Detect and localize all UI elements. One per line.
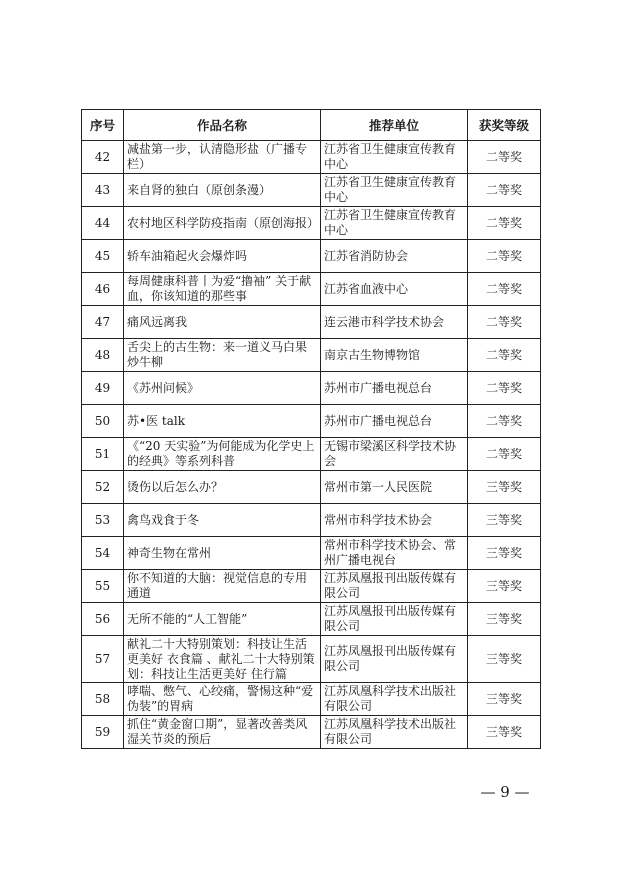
cell-title: 减盐第一步，认清隐形盐（广播专栏） bbox=[124, 141, 321, 174]
cell-title: 烫伤以后怎么办？ bbox=[124, 471, 321, 504]
cell-award: 二等奖 bbox=[468, 339, 541, 372]
cell-no: 44 bbox=[82, 207, 124, 240]
table-row bbox=[82, 306, 541, 339]
cell-no: 46 bbox=[82, 273, 124, 306]
cell-award: 二等奖 bbox=[468, 207, 541, 240]
cell-unit: 苏州市广播电视总台 bbox=[321, 405, 468, 438]
cell-unit: 江苏凤凰科学技术出版社有限公司 bbox=[321, 683, 468, 716]
cell-unit: 江苏省卫生健康宣传教育中心 bbox=[321, 141, 468, 174]
awards-table bbox=[81, 109, 541, 749]
page-number: — 9 — bbox=[480, 783, 530, 801]
table-header-row bbox=[82, 110, 541, 141]
cell-title: 痛风远离我 bbox=[124, 306, 321, 339]
cell-title: 来自肾的独白（原创条漫） bbox=[124, 174, 321, 207]
cell-award: 二等奖 bbox=[468, 438, 541, 471]
cell-title: 《苏州问候》 bbox=[124, 372, 321, 405]
cell-unit: 苏州市广播电视总台 bbox=[321, 372, 468, 405]
cell-title: 农村地区科学防疫指南（原创海报） bbox=[124, 207, 321, 240]
table-row bbox=[82, 683, 541, 716]
table-row bbox=[82, 636, 541, 683]
cell-unit: 江苏省卫生健康宣传教育中心 bbox=[321, 207, 468, 240]
table-row bbox=[82, 504, 541, 537]
cell-no: 54 bbox=[82, 537, 124, 570]
cell-no: 58 bbox=[82, 683, 124, 716]
cell-unit: 江苏凤凰报刊出版传媒有限公司 bbox=[321, 570, 468, 603]
table-row bbox=[82, 570, 541, 603]
table-row bbox=[82, 537, 541, 570]
cell-title: 舌尖上的古生物：来一道义马白果炒牛柳 bbox=[124, 339, 321, 372]
cell-award: 二等奖 bbox=[468, 174, 541, 207]
table-row bbox=[82, 603, 541, 636]
cell-award: 三等奖 bbox=[468, 471, 541, 504]
cell-title: 无所不能的“人工智能” bbox=[124, 603, 321, 636]
cell-award: 三等奖 bbox=[468, 683, 541, 716]
cell-no: 57 bbox=[82, 636, 124, 683]
table-row bbox=[82, 273, 541, 306]
table-row bbox=[82, 471, 541, 504]
cell-award: 三等奖 bbox=[468, 603, 541, 636]
header-unit: 推荐单位 bbox=[321, 110, 468, 141]
cell-award: 二等奖 bbox=[468, 240, 541, 273]
table-row bbox=[82, 438, 541, 471]
cell-no: 47 bbox=[82, 306, 124, 339]
cell-no: 59 bbox=[82, 716, 124, 749]
cell-award: 二等奖 bbox=[468, 306, 541, 339]
cell-no: 48 bbox=[82, 339, 124, 372]
cell-title: 轿车油箱起火会爆炸吗 bbox=[124, 240, 321, 273]
cell-title: 《“20 天实验”为何能成为化学史上的经典》等系列科普 bbox=[124, 438, 321, 471]
header-award: 获奖等级 bbox=[468, 110, 541, 141]
cell-unit: 南京古生物博物馆 bbox=[321, 339, 468, 372]
cell-title: 哮喘、憋气、心绞痛，警惕这种“爱伪装”的胃病 bbox=[124, 683, 321, 716]
cell-unit: 江苏省消防协会 bbox=[321, 240, 468, 273]
cell-unit: 江苏凤凰报刊出版传媒有限公司 bbox=[321, 636, 468, 683]
cell-title: 献礼二十大特别策划：科技让生活更美好 衣食篇 、献礼二十大特别策划：科技让生活更美好 住行篇 bbox=[124, 636, 321, 683]
cell-no: 50 bbox=[82, 405, 124, 438]
cell-title: 每周健康科普丨为爱“撸袖” 关于献血，你该知道的那些事 bbox=[124, 273, 321, 306]
cell-title: 苏•医 talk bbox=[124, 405, 321, 438]
cell-unit: 连云港市科学技术协会 bbox=[321, 306, 468, 339]
cell-unit: 无锡市梁溪区科学技术协会 bbox=[321, 438, 468, 471]
cell-award: 三等奖 bbox=[468, 636, 541, 683]
cell-no: 43 bbox=[82, 174, 124, 207]
cell-no: 52 bbox=[82, 471, 124, 504]
cell-no: 45 bbox=[82, 240, 124, 273]
table-row bbox=[82, 405, 541, 438]
table-row bbox=[82, 207, 541, 240]
cell-title: 你不知道的大脑：视觉信息的专用通道 bbox=[124, 570, 321, 603]
cell-no: 53 bbox=[82, 504, 124, 537]
cell-unit: 江苏凤凰科学技术出版社有限公司 bbox=[321, 716, 468, 749]
cell-unit: 常州市第一人民医院 bbox=[321, 471, 468, 504]
header-no: 序号 bbox=[82, 110, 124, 141]
cell-unit: 常州市科学技术协会 bbox=[321, 504, 468, 537]
cell-unit: 江苏省卫生健康宣传教育中心 bbox=[321, 174, 468, 207]
cell-no: 51 bbox=[82, 438, 124, 471]
cell-no: 55 bbox=[82, 570, 124, 603]
table-row bbox=[82, 174, 541, 207]
cell-award: 三等奖 bbox=[468, 570, 541, 603]
cell-award: 二等奖 bbox=[468, 273, 541, 306]
header-title: 作品名称 bbox=[124, 110, 321, 141]
table-row bbox=[82, 716, 541, 749]
cell-award: 三等奖 bbox=[468, 537, 541, 570]
cell-award: 二等奖 bbox=[468, 141, 541, 174]
cell-title: 神奇生物在常州 bbox=[124, 537, 321, 570]
cell-award: 二等奖 bbox=[468, 405, 541, 438]
cell-no: 56 bbox=[82, 603, 124, 636]
cell-unit: 江苏凤凰报刊出版传媒有限公司 bbox=[321, 603, 468, 636]
cell-no: 42 bbox=[82, 141, 124, 174]
cell-unit: 常州市科学技术协会、常州广播电视台 bbox=[321, 537, 468, 570]
cell-title: 抓住“黄金窗口期”，显著改善类风湿关节炎的预后 bbox=[124, 716, 321, 749]
cell-award: 三等奖 bbox=[468, 716, 541, 749]
cell-no: 49 bbox=[82, 372, 124, 405]
cell-award: 三等奖 bbox=[468, 504, 541, 537]
cell-award: 二等奖 bbox=[468, 372, 541, 405]
table-row bbox=[82, 339, 541, 372]
table-row bbox=[82, 141, 541, 174]
cell-unit: 江苏省血液中心 bbox=[321, 273, 468, 306]
table-row bbox=[82, 372, 541, 405]
table-row bbox=[82, 240, 541, 273]
cell-title: 禽鸟戏食于冬 bbox=[124, 504, 321, 537]
